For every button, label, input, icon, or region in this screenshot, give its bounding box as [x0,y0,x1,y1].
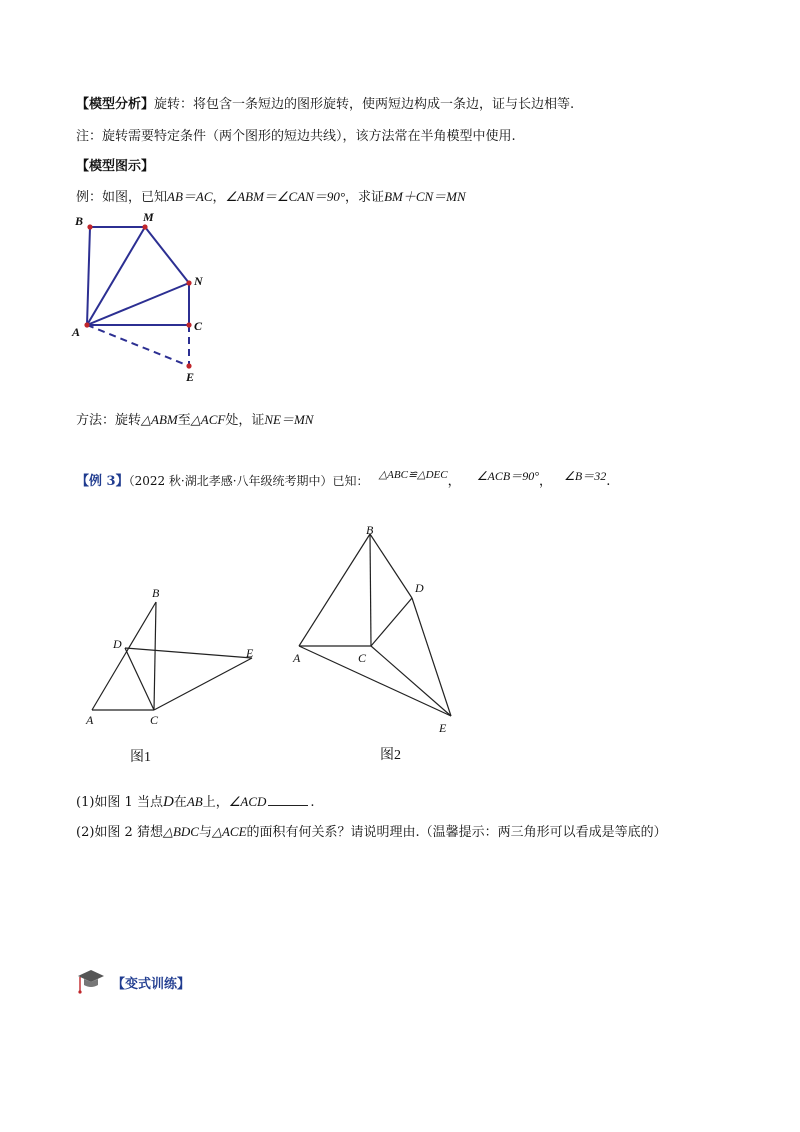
figB-label-E: E [439,721,447,735]
label-E: E [186,370,195,384]
figA-label-E: E [246,646,254,660]
figB-label-D: D [415,581,424,595]
example-sep2: ，求证 [345,190,385,205]
example3-statement [76,469,611,491]
example-prefix: 例：如图，已知 [76,190,168,205]
q1-mid: 在 [173,795,187,810]
example3-tag: 【例 3】 [76,474,129,489]
figA-label-C: C [150,713,159,727]
q1-mid2: 上， [202,795,229,810]
method-t2: △ACF [190,412,226,427]
point-M [142,224,147,229]
example3-sep2: ， [539,474,553,489]
figA-label-A: A [86,713,94,727]
figA-label-D: D [113,637,122,651]
point-B [87,224,92,229]
segment-AE [299,646,451,716]
variant-training-section [76,968,190,996]
q2-t2: △ACE [211,824,247,839]
label-A: A [72,325,81,339]
model-analysis-tag: 【模型分析】 [76,97,155,112]
segment-AB [299,534,370,646]
method-goal: NE＝MN [264,412,314,427]
model-analysis [76,96,574,114]
q1-point: D [162,794,174,810]
segment-BC [370,534,371,646]
example3-c3: ∠B＝32 [564,469,607,483]
method-mid: 至 [177,413,191,428]
q1-answer-blank[interactable] [268,793,308,806]
label-M: M [143,210,154,224]
note: 注：旋转需要特定条件（两个图形的短边共线），该方法常在半角模型中使用. [76,129,516,144]
method-mid2: 处，证 [225,413,265,428]
figure-1-caption: 图1 [130,750,151,765]
model-figure-tag: 【模型图示】 [76,159,155,174]
example3-c1: △ABC≌△DEC [378,469,448,481]
example-sep1: ， [212,190,226,205]
example3-end: . [606,474,611,489]
method-t1: △ABM [141,412,178,427]
label-N: N [194,274,203,288]
model-figure [66,208,226,388]
segment-BC [154,602,156,710]
example3-c2: ∠ACB＝90° [476,469,540,483]
figB-label-B: B [366,523,374,537]
q1-angle: ∠ACD [228,794,267,809]
question-1 [76,793,315,812]
point-A [84,322,89,327]
q2-mid: 与 [198,825,212,840]
point-E [186,363,191,368]
graduation-cap-icon [76,968,106,996]
segment-AM [87,227,145,325]
segment-MN [145,227,189,283]
figure-2 [290,518,470,738]
variant-training-label: 【变式训练】 [112,976,191,992]
q1-prefix: (1)如图 1 当点 [76,795,163,810]
q2-t1: △BDC [162,824,199,839]
method-statement [76,411,313,430]
figB-label-A: A [293,651,301,665]
segment-DE [125,648,252,658]
example-cond2: ∠ABM＝∠CAN＝90° [225,189,346,204]
figure-1 [80,582,270,732]
segment-AE [87,325,189,366]
q1-segment: AB [186,794,203,809]
segment-CD [371,598,412,646]
q1-end: . [310,795,315,810]
point-N [186,280,191,285]
figA-label-B: B [152,586,160,600]
q2-rest: 的面积有何关系？请说明理由.（温馨提示：两三角形可以看成是等底的） [246,825,667,840]
example-statement [76,188,466,207]
figB-label-C: C [358,651,367,665]
model-analysis-text: 旋转：将包含一条短边的图形旋转，使两短边构成一条边，证与长边相等. [154,97,575,112]
segment-AN [87,283,189,325]
method-prefix: 方法：旋转 [76,413,142,428]
segment-BD [370,534,412,598]
example3-source: （2022 秋·湖北孝感·八年级统考期中）已知： [128,474,369,488]
example3-sep1: ， [447,474,461,489]
example-cond1: AB＝AC [167,189,213,204]
example-goal: BM＋CN＝MN [384,189,466,204]
segment-DC [125,648,154,710]
segment-BA [87,227,90,325]
segment-CE [154,658,252,710]
label-B: B [75,214,84,228]
label-C: C [194,319,203,333]
figure-2-caption: 图2 [380,748,401,763]
question-2 [76,823,667,842]
point-C [186,322,191,327]
q2-prefix: (2)如图 2 猜想 [76,825,163,840]
